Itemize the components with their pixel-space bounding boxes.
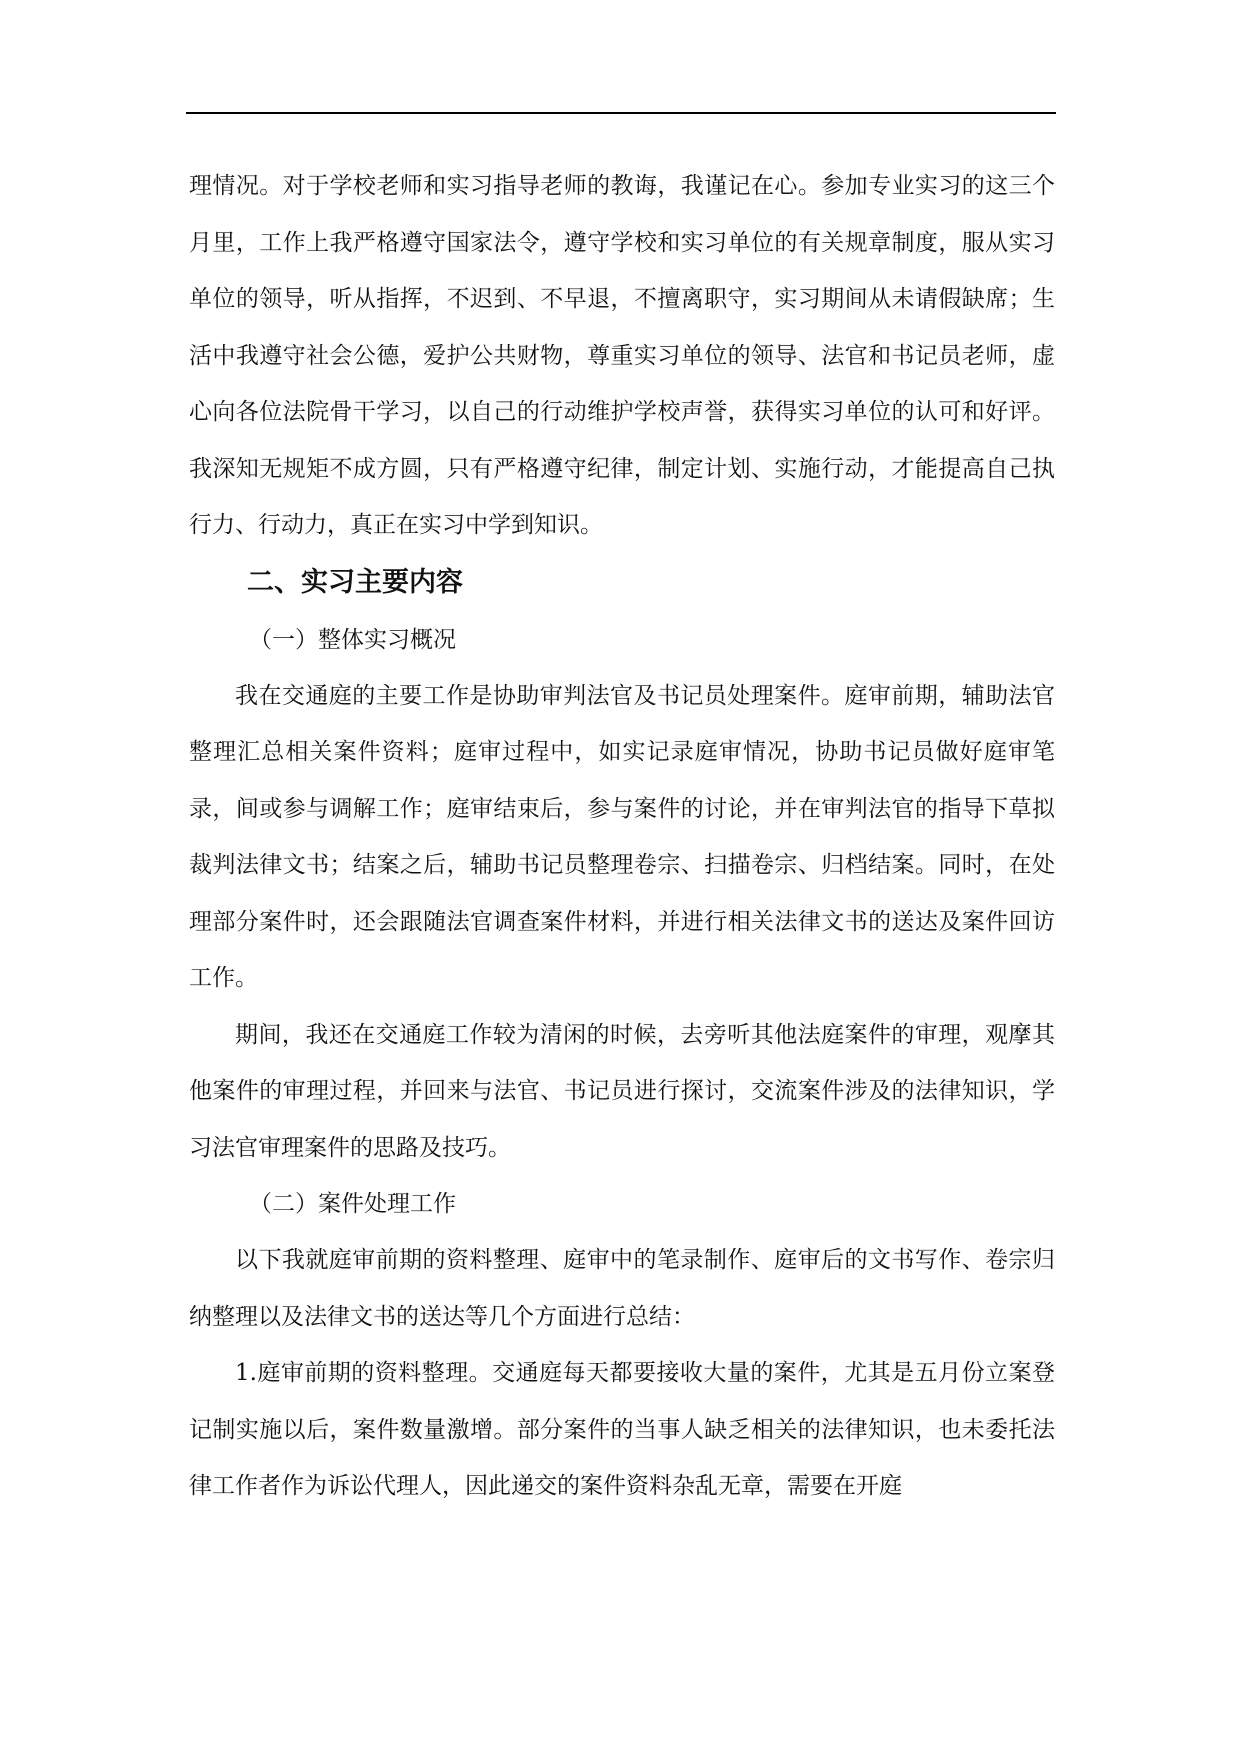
subsection-heading: （二）案件处理工作 [249, 1191, 456, 1217]
header-rule [186, 112, 1056, 114]
document-body [189, 158, 1055, 1515]
paragraph: 1.庭审前期的资料整理。交通庭每天都要接收大量的案件，尤其是五月份立案登记制实施以后，案件数量激增。部分案件的当事人缺乏相关的法律知识，也未委托法律工作者作为诉讼代理人，因此递交的案件资料杂乱无章，需要在开庭 [189, 1360, 1055, 1499]
subsection-heading: （一）整体实习概况 [249, 626, 456, 653]
paragraph: 理情况。对于学校老师和实习指导老师的教诲，我谨记在心。参加专业实习的这三个月里，工作上我严格遵守国家法令，遵守学校和实习单位的有关规章制度，服从实习单位的领导，听从指挥，不迟到、不早退，不擅离职守，实习期间从未请假缺席；生活中我遵守社会公德，爱护公共财物，尊重实习单位的领导、法官和书记员老师，虚心向各位法院骨干学习，以自己的行动维护学校声誉，获得实习单位的认可和好评。我深知无规矩不成方圆，只有严格遵守纪律，制定计划、实施行动，才能提高自己执行力、行动力，真正在实习中学到知识。 [189, 173, 1055, 538]
paragraph: 我在交通庭的主要工作是协助审判法官及书记员处理案件。庭审前期，辅助法官整理汇总相关案件资料；庭审过程中，如实记录庭审情况，协助书记员做好庭审笔录，间或参与调解工作；庭审结束后，参与案件的讨论，并在审判法官的指导下草拟裁判法律文书；结案之后，辅助书记员整理卷宗、扫描卷宗、归档结案。同时，在处理部分案件时，还会跟随法官调查案件材料，并进行相关法律文书的送达及案件回访工作。 [189, 682, 1055, 991]
paragraph: 以下我就庭审前期的资料整理、庭审中的笔录制作、庭审后的文书写作、卷宗归纳整理以及法律文书的送达等几个方面进行总结： [189, 1247, 1055, 1330]
section-heading: 二、实习主要内容 [247, 566, 463, 598]
paragraph: 期间，我还在交通庭工作较为清闲的时候，去旁听其他法庭案件的审理，观摩其他案件的审理过程，并回来与法官、书记员进行探讨，交流案件涉及的法律知识，学习法官审理案件的思路及技巧。 [189, 1021, 1055, 1161]
